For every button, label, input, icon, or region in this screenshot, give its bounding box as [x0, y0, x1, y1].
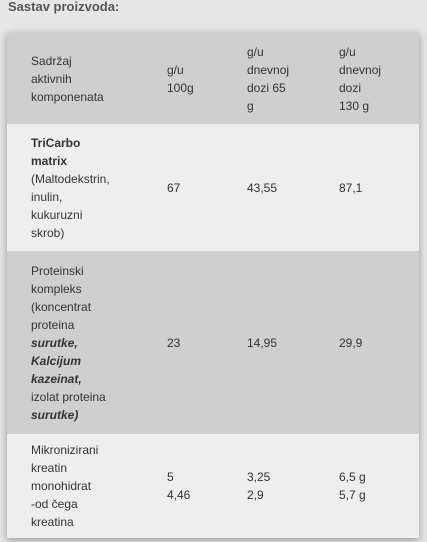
- value-per-100g: 5 4,46: [144, 434, 223, 538]
- value-per-100g: 23: [144, 251, 223, 434]
- table-row: [7, 124, 419, 251]
- table-row: [7, 434, 419, 538]
- component-name: Mikronizirani kreatin monohidrat -od čega kreatina: [7, 434, 144, 538]
- header-daily-65g: g/u dnevnoj dozi 65 g: [223, 33, 319, 124]
- header-per-100g: g/u 100g: [144, 33, 223, 124]
- composition-table: [7, 33, 419, 538]
- value-daily-130g: 29,9: [319, 251, 419, 434]
- component-name: TriCarbo matrix (Maltodekstrin, inulin, kukuruzni skrob): [7, 124, 144, 251]
- table-row: [7, 251, 419, 434]
- value-per-100g: 67: [144, 124, 223, 251]
- header-daily-130g: g/u dnevnoj dozi 130 g: [319, 33, 419, 124]
- value-daily-65g: 3,25 2,9: [223, 434, 319, 538]
- value-daily-130g: 87,1: [319, 124, 419, 251]
- component-name: Proteinski kompleks (koncentrat proteina surutke, Kalcijum kazeinat, izolat proteina surutke): [7, 251, 144, 434]
- table-header-row: [7, 33, 419, 124]
- section-heading: Sastav proizvoda:: [8, 0, 120, 14]
- value-daily-65g: 14,95: [223, 251, 319, 434]
- header-components: Sadržaj aktivnih komponenata: [7, 33, 144, 124]
- value-daily-65g: 43,55: [223, 124, 319, 251]
- value-daily-130g: 6,5 g 5,7 g: [319, 434, 419, 538]
